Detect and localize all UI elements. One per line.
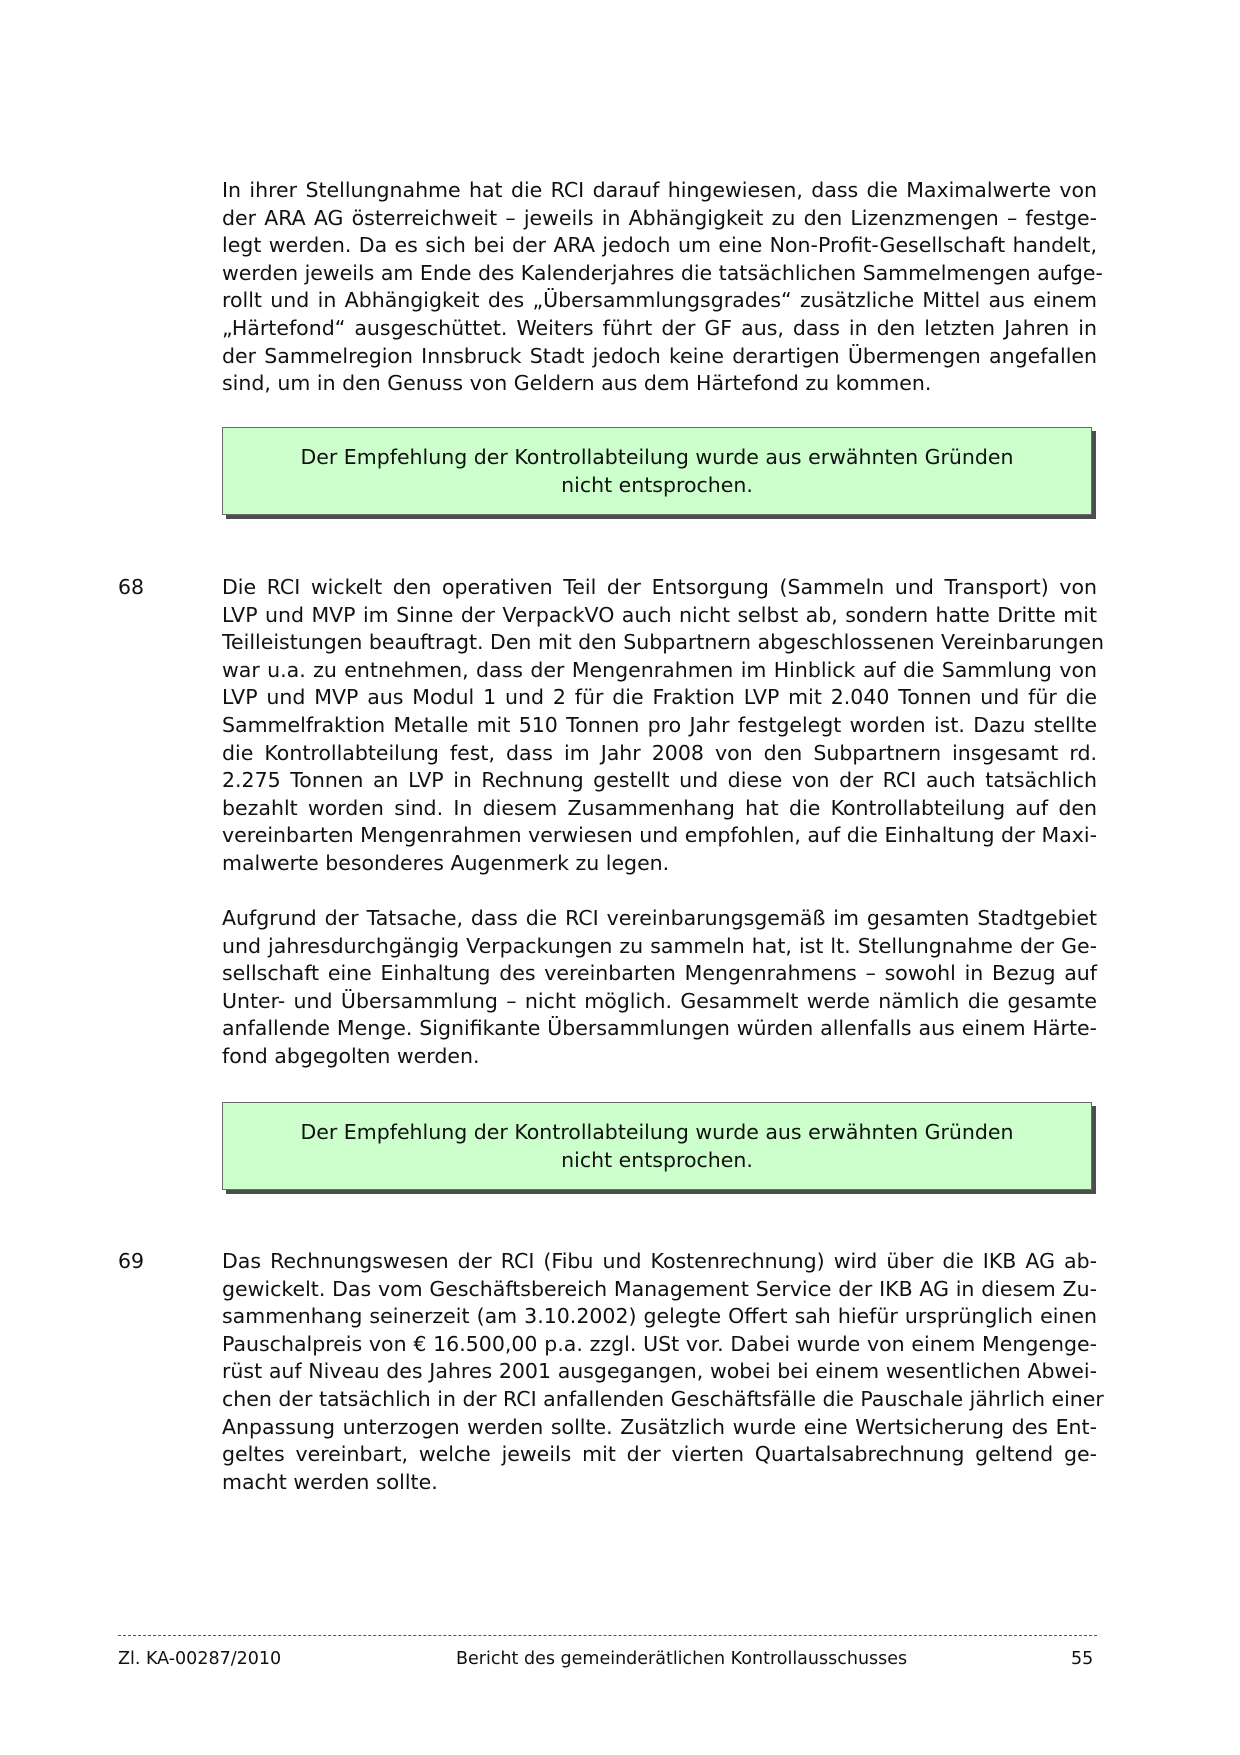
text-line: Die RCI wickelt den operativen Teil der Entsorgung (Sammeln und Transport) von	[222, 575, 1097, 599]
text-line: Unter- und Übersammlung – nicht möglich. Gesammelt werde nämlich die gesamte	[222, 988, 1097, 1013]
text-line: sammenhang seinerzeit (am 3.10.2002) gelegte Offert sah hiefür ursprünglich einen	[222, 1304, 1097, 1329]
finding-box-text-line-2: nicht entsprochen.	[561, 473, 753, 497]
text-line: LVP und MVP im Sinne der VerpackVO auch nicht selbst ab, sondern hatte Dritte mit	[222, 602, 1097, 627]
text-line: rollt und in Abhängigkeit des „Übersammlungsgrades“ zusätzliche Mittel aus einem	[222, 288, 1097, 313]
finding-box-2	[222, 1102, 1092, 1190]
text-line: „Härtefond“ ausgeschüttet. Weiters führt der GF aus, dass in den letzten Jahren in	[222, 315, 1097, 340]
finding-box-text-line-1: Der Empfehlung der Kontrollabteilung wurde aus erwähnten Gründen	[300, 1120, 1014, 1144]
text-line: bezahlt worden sind. In diesem Zusammenhang hat die Kontrollabteilung auf den	[222, 795, 1097, 820]
section-number-69: 69	[118, 1249, 145, 1273]
finding-box-text-line-1: Der Empfehlung der Kontrollabteilung wurde aus erwähnten Gründen	[300, 445, 1014, 469]
text-line: Teilleistungen beauftragt. Den mit den Subpartnern abgeschlossenen Vereinbarungen	[222, 630, 1104, 655]
text-line: In ihrer Stellungnahme hat die RCI darauf hingewiesen, dass die Maximalwerte von	[222, 178, 1097, 202]
text-line: werden jeweils am Ende des Kalenderjahres die tatsächlichen Sammelmengen aufge-	[222, 260, 1103, 285]
text-line: fond abgegolten werden.	[222, 1043, 480, 1068]
text-line: Aufgrund der Tatsache, dass die RCI vereinbarungsgemäß im gesamten Stadtgebiet	[222, 906, 1097, 930]
text-line: legt werden. Da es sich bei der ARA jedoch um eine Non-Profit-Gesellschaft handelt,	[222, 233, 1097, 258]
text-line: anfallende Menge. Signifikante Übersammlungen würden allenfalls aus einem Härte-	[222, 1016, 1097, 1041]
text-line: LVP und MVP aus Modul 1 und 2 für die Fraktion LVP mit 2.040 Tonnen und für die	[222, 685, 1097, 710]
section-number-68: 68	[118, 575, 145, 599]
text-line: 2.275 Tonnen an LVP in Rechnung gestellt und diese von der RCI auch tatsächlich	[222, 768, 1097, 793]
text-line: sind, um in den Genuss von Geldern aus dem Härtefond zu kommen.	[222, 371, 932, 396]
text-line: malwerte besonderes Augenmerk zu legen.	[222, 850, 670, 875]
text-line: gewickelt. Das vom Geschäftsbereich Management Service der IKB AG in diesem Zu-	[222, 1276, 1097, 1301]
text-line: Pauschalpreis von € 16.500,00 p.a. zzgl. USt vor. Dabei wurde von einem Mengenge-	[222, 1331, 1097, 1356]
text-line: Anpassung unterzogen werden sollte. Zusätzlich wurde eine Wertsicherung des Ent-	[222, 1414, 1097, 1439]
text-line: der ARA AG österreichweit – jeweils in Abhängigkeit zu den Lizenzmengen – festge-	[222, 205, 1097, 230]
finding-box-text-line-2: nicht entsprochen.	[561, 1148, 753, 1172]
text-line: und jahresdurchgängig Verpackungen zu sammeln hat, ist lt. Stellungnahme der Ge-	[222, 933, 1097, 958]
footer-title: Bericht des gemeinderätlichen Kontrollausschusses	[456, 1649, 908, 1669]
text-line: war u.a. zu entnehmen, dass der Mengenrahmen im Hinblick auf die Sammlung von	[222, 657, 1097, 682]
footer-page-number: 55	[1071, 1649, 1094, 1669]
finding-box-1	[222, 427, 1092, 515]
text-line: rüst auf Niveau des Jahres 2001 ausgegangen, wobei bei einem wesentlichen Abwei-	[222, 1359, 1097, 1384]
text-line: der Sammelregion Innsbruck Stadt jedoch keine derartigen Übermengen angefallen	[222, 343, 1097, 368]
text-line: macht werden sollte.	[222, 1469, 438, 1494]
text-line: sellschaft eine Einhaltung des vereinbarten Mengenrahmens – sowohl in Bezug auf	[222, 961, 1097, 986]
footer-reference: Zl. KA-00287/2010	[118, 1649, 282, 1669]
footer-divider	[118, 1635, 1097, 1636]
paragraph-68-statement	[222, 905, 1097, 1071]
text-line: vereinbarten Mengenrahmen verwiesen und empfohlen, auf die Einhaltung der Maxi-	[222, 823, 1098, 848]
text-line: die Kontrollabteilung fest, dass im Jahr 2008 von den Subpartnern insgesamt rd.	[222, 740, 1097, 765]
paragraph-68	[222, 574, 1104, 878]
paragraph-69	[222, 1248, 1104, 1496]
text-line: chen der tatsächlich in der RCI anfallenden Geschäftsfälle die Pauschale jährlich einer	[222, 1386, 1104, 1411]
paragraph-rci-statement	[222, 177, 1103, 398]
text-line: Sammelfraktion Metalle mit 510 Tonnen pro Jahr festgelegt worden ist. Dazu stellte	[222, 712, 1097, 737]
text-line: geltes vereinbart, welche jeweils mit der vierten Quartalsabrechnung geltend ge-	[222, 1442, 1097, 1467]
text-line: Das Rechnungswesen der RCI (Fibu und Kostenrechnung) wird über die IKB AG ab-	[222, 1249, 1097, 1273]
